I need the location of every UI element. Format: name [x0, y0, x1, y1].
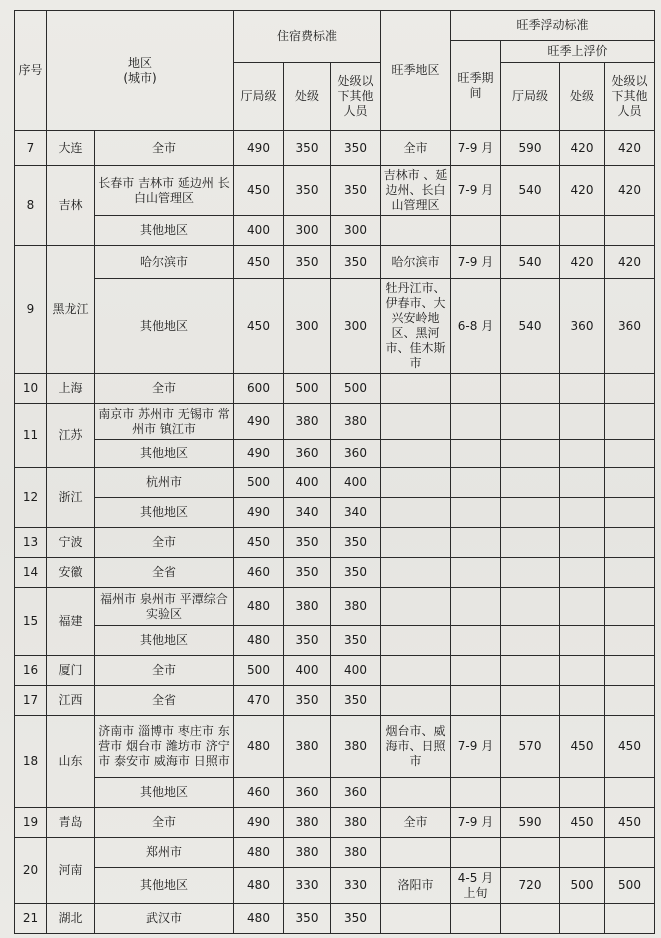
peak-period-cell: [451, 904, 501, 934]
peak-region-cell: [381, 656, 451, 686]
area-cell: 全市: [95, 131, 234, 166]
rate-bureau: 500: [234, 656, 284, 686]
peak-division: [560, 588, 605, 626]
rate-below: 350: [331, 246, 381, 279]
peak-region-cell: 哈尔滨市: [381, 246, 451, 279]
row-number: 9: [15, 246, 47, 374]
header-region-label: 地区: [127, 55, 152, 70]
province-cell: 上海: [47, 374, 95, 404]
rate-bureau: 450: [234, 279, 284, 374]
rate-below: 300: [331, 216, 381, 246]
province-cell: 福建: [47, 588, 95, 656]
row-number: 7: [15, 131, 47, 166]
table-row: [15, 588, 655, 626]
rate-bureau: 470: [234, 686, 284, 716]
province-cell: 宁波: [47, 528, 95, 558]
row-number: 15: [15, 588, 47, 656]
peak-region-cell: [381, 904, 451, 934]
peak-region-cell: 吉林市 、延边州、长白山管理区: [381, 166, 451, 216]
lodging-standard-table: [14, 10, 655, 934]
peak-region-cell: 烟台市、威海市、日照市: [381, 716, 451, 778]
row-number: 13: [15, 528, 47, 558]
area-cell: 全市: [95, 808, 234, 838]
rate-division: 330: [284, 868, 331, 904]
table-row: [15, 246, 655, 279]
rate-division: 380: [284, 838, 331, 868]
rate-division: 360: [284, 778, 331, 808]
peak-below: 420: [605, 166, 655, 216]
row-number: 17: [15, 686, 47, 716]
area-cell: 全市: [95, 656, 234, 686]
rate-below: 360: [331, 778, 381, 808]
peak-period-cell: [451, 498, 501, 528]
rate-below: 330: [331, 868, 381, 904]
peak-below: 360: [605, 279, 655, 374]
peak-region-cell: 全市: [381, 131, 451, 166]
peak-region-cell: [381, 374, 451, 404]
area-cell: 其他地区: [95, 868, 234, 904]
peak-period-cell: [451, 404, 501, 440]
table-row: [15, 131, 655, 166]
peak-division: 420: [560, 246, 605, 279]
row-number: 12: [15, 468, 47, 528]
peak-bureau: [501, 216, 560, 246]
rate-bureau: 480: [234, 716, 284, 778]
peak-region-cell: [381, 468, 451, 498]
area-cell: 全省: [95, 558, 234, 588]
table-row: [15, 838, 655, 868]
peak-bureau: [501, 468, 560, 498]
rate-division: 300: [284, 216, 331, 246]
rate-below: 350: [331, 626, 381, 656]
rate-division: 380: [284, 588, 331, 626]
peak-division: [560, 626, 605, 656]
row-number: 19: [15, 808, 47, 838]
peak-period-cell: [451, 686, 501, 716]
table-row: [15, 558, 655, 588]
rate-below: 500: [331, 374, 381, 404]
area-cell: 其他地区: [95, 216, 234, 246]
peak-period-cell: [451, 468, 501, 498]
rate-division: 350: [284, 131, 331, 166]
peak-region-cell: [381, 440, 451, 468]
rate-bureau: 500: [234, 468, 284, 498]
peak-period-cell: [451, 374, 501, 404]
peak-bureau: 590: [501, 131, 560, 166]
rate-below: 380: [331, 716, 381, 778]
rate-division: 350: [284, 626, 331, 656]
peak-bureau: [501, 498, 560, 528]
peak-bureau: [501, 558, 560, 588]
table-row: [15, 166, 655, 216]
province-cell: 青岛: [47, 808, 95, 838]
peak-period-cell: [451, 778, 501, 808]
peak-period-cell: [451, 528, 501, 558]
rate-bureau: 490: [234, 404, 284, 440]
peak-below: [605, 626, 655, 656]
peak-region-cell: [381, 838, 451, 868]
row-number: 14: [15, 558, 47, 588]
rate-below: 400: [331, 656, 381, 686]
row-number: 20: [15, 838, 47, 904]
row-number: 10: [15, 374, 47, 404]
header-peak-division: 处级: [560, 63, 605, 131]
row-number: 21: [15, 904, 47, 934]
peak-division: [560, 374, 605, 404]
peak-bureau: [501, 686, 560, 716]
peak-region-cell: 洛阳市: [381, 868, 451, 904]
peak-below: [605, 216, 655, 246]
row-number: 8: [15, 166, 47, 246]
peak-period-cell: 7-9 月: [451, 131, 501, 166]
rate-division: 340: [284, 498, 331, 528]
rate-division: 380: [284, 716, 331, 778]
area-cell: 其他地区: [95, 778, 234, 808]
peak-below: [605, 778, 655, 808]
rate-division: 360: [284, 440, 331, 468]
province-cell: 河南: [47, 838, 95, 904]
header-peak-below: 处级以下其他人员: [605, 63, 655, 131]
peak-division: [560, 528, 605, 558]
rate-below: 350: [331, 558, 381, 588]
rate-bureau: 400: [234, 216, 284, 246]
peak-division: 500: [560, 868, 605, 904]
rate-below: 350: [331, 686, 381, 716]
peak-period-cell: [451, 216, 501, 246]
rate-division: 380: [284, 808, 331, 838]
peak-bureau: [501, 588, 560, 626]
province-cell: 江苏: [47, 404, 95, 468]
table-row: [15, 404, 655, 440]
peak-region-cell: [381, 626, 451, 656]
header-peak-float: 旺季浮动标准: [451, 11, 655, 41]
peak-region-cell: [381, 528, 451, 558]
peak-period-cell: [451, 626, 501, 656]
table-row: [15, 374, 655, 404]
province-cell: 浙江: [47, 468, 95, 528]
peak-period-cell: 7-9 月: [451, 246, 501, 279]
rate-bureau: 490: [234, 131, 284, 166]
peak-period-cell: 7-9 月: [451, 808, 501, 838]
province-cell: 黑龙江: [47, 246, 95, 374]
peak-period-cell: [451, 440, 501, 468]
peak-region-cell: [381, 558, 451, 588]
rate-bureau: 490: [234, 498, 284, 528]
peak-bureau: 570: [501, 716, 560, 778]
header-peak-period: 旺季期间: [451, 41, 501, 131]
table-row: [15, 808, 655, 838]
area-cell: 哈尔滨市: [95, 246, 234, 279]
peak-below: [605, 656, 655, 686]
header-region: [47, 11, 234, 131]
area-cell: 长春市 吉林市 延边州 长白山管理区: [95, 166, 234, 216]
table-row: [15, 686, 655, 716]
table-row: [15, 498, 655, 528]
rate-below: 350: [331, 528, 381, 558]
rate-division: 350: [284, 686, 331, 716]
rate-below: 380: [331, 588, 381, 626]
peak-region-cell: [381, 686, 451, 716]
rate-division: 350: [284, 904, 331, 934]
header-bureau: 厅局级: [234, 63, 284, 131]
peak-below: [605, 498, 655, 528]
peak-division: [560, 558, 605, 588]
peak-region-cell: 全市: [381, 808, 451, 838]
table-row: [15, 656, 655, 686]
table-row: [15, 279, 655, 374]
rate-below: 360: [331, 440, 381, 468]
peak-period-cell: [451, 588, 501, 626]
rate-bureau: 450: [234, 166, 284, 216]
header-peak-bureau: 厅局级: [501, 63, 560, 131]
peak-division: [560, 778, 605, 808]
header-lodging: 住宿费标准: [234, 11, 381, 63]
table-row: [15, 868, 655, 904]
header-division: 处级: [284, 63, 331, 131]
header-peak-price: 旺季上浮价: [501, 41, 655, 63]
peak-division: [560, 656, 605, 686]
peak-division: 420: [560, 131, 605, 166]
area-cell: 济南市 淄博市 枣庄市 东营市 烟台市 潍坊市 济宁市 泰安市 威海市 日照市: [95, 716, 234, 778]
table-row: [15, 528, 655, 558]
province-cell: 江西: [47, 686, 95, 716]
rate-bureau: 480: [234, 868, 284, 904]
peak-division: [560, 404, 605, 440]
rate-bureau: 480: [234, 904, 284, 934]
area-cell: 其他地区: [95, 498, 234, 528]
rate-division: 400: [284, 656, 331, 686]
peak-period-cell: 6-8 月: [451, 279, 501, 374]
peak-region-cell: [381, 216, 451, 246]
peak-below: [605, 374, 655, 404]
table-row: [15, 778, 655, 808]
rate-division: 500: [284, 374, 331, 404]
header-region-sub: (城市): [123, 70, 157, 85]
rate-below: 380: [331, 404, 381, 440]
peak-bureau: [501, 778, 560, 808]
row-number: 16: [15, 656, 47, 686]
peak-division: [560, 686, 605, 716]
rate-bureau: 450: [234, 528, 284, 558]
peak-region-cell: [381, 404, 451, 440]
peak-region-cell: [381, 588, 451, 626]
area-cell: 福州市 泉州市 平潭综合实验区: [95, 588, 234, 626]
rate-below: 350: [331, 904, 381, 934]
peak-bureau: 540: [501, 166, 560, 216]
peak-bureau: [501, 904, 560, 934]
peak-bureau: [501, 838, 560, 868]
rate-bureau: 480: [234, 626, 284, 656]
row-number: 11: [15, 404, 47, 468]
peak-period-cell: [451, 838, 501, 868]
rate-division: 350: [284, 528, 331, 558]
rate-division: 400: [284, 468, 331, 498]
peak-division: 360: [560, 279, 605, 374]
rate-below: 340: [331, 498, 381, 528]
peak-division: [560, 216, 605, 246]
rate-bureau: 460: [234, 778, 284, 808]
table-row: [15, 440, 655, 468]
peak-period-cell: 7-9 月: [451, 166, 501, 216]
area-cell: 武汉市: [95, 904, 234, 934]
rate-bureau: 460: [234, 558, 284, 588]
rate-below: 300: [331, 279, 381, 374]
peak-bureau: [501, 528, 560, 558]
peak-below: [605, 686, 655, 716]
area-cell: 其他地区: [95, 440, 234, 468]
peak-below: [605, 468, 655, 498]
peak-division: [560, 468, 605, 498]
rate-bureau: 450: [234, 246, 284, 279]
peak-below: [605, 904, 655, 934]
rate-division: 350: [284, 558, 331, 588]
province-cell: 山东: [47, 716, 95, 808]
peak-bureau: 540: [501, 246, 560, 279]
area-cell: 杭州市: [95, 468, 234, 498]
table-row: [15, 716, 655, 778]
table-row: [15, 216, 655, 246]
header-seq: 序号: [15, 11, 47, 131]
rate-division: 350: [284, 246, 331, 279]
peak-below: 450: [605, 808, 655, 838]
peak-bureau: 540: [501, 279, 560, 374]
rate-below: 380: [331, 808, 381, 838]
area-cell: 其他地区: [95, 279, 234, 374]
peak-division: 450: [560, 808, 605, 838]
rate-division: 380: [284, 404, 331, 440]
area-cell: 其他地区: [95, 626, 234, 656]
rate-bureau: 480: [234, 588, 284, 626]
table-row: [15, 468, 655, 498]
area-cell: 全市: [95, 528, 234, 558]
peak-below: [605, 528, 655, 558]
peak-below: 450: [605, 716, 655, 778]
table-row: [15, 626, 655, 656]
area-cell: 南京市 苏州市 无锡市 常州市 镇江市: [95, 404, 234, 440]
area-cell: 全市: [95, 374, 234, 404]
rate-below: 350: [331, 166, 381, 216]
rate-below: 400: [331, 468, 381, 498]
peak-division: 450: [560, 716, 605, 778]
peak-below: 420: [605, 246, 655, 279]
table-row: [15, 904, 655, 934]
peak-period-cell: [451, 656, 501, 686]
area-cell: 全省: [95, 686, 234, 716]
header-peak-region: 旺季地区: [381, 11, 451, 131]
peak-division: [560, 440, 605, 468]
peak-below: [605, 440, 655, 468]
rate-division: 350: [284, 166, 331, 216]
rate-bureau: 600: [234, 374, 284, 404]
peak-division: 420: [560, 166, 605, 216]
rate-bureau: 480: [234, 838, 284, 868]
peak-bureau: [501, 404, 560, 440]
peak-below: [605, 838, 655, 868]
header-below: 处级以下其他人员: [331, 63, 381, 131]
province-cell: 湖北: [47, 904, 95, 934]
rate-division: 300: [284, 279, 331, 374]
peak-below: [605, 588, 655, 626]
peak-region-cell: [381, 498, 451, 528]
peak-region-cell: 牡丹江市、伊春市、大兴安岭地区、黑河市、佳木斯市: [381, 279, 451, 374]
peak-period-cell: [451, 558, 501, 588]
peak-bureau: [501, 656, 560, 686]
peak-division: [560, 498, 605, 528]
peak-period-cell: 4-5 月上旬: [451, 868, 501, 904]
province-cell: 吉林: [47, 166, 95, 246]
province-cell: 安徽: [47, 558, 95, 588]
area-cell: 郑州市: [95, 838, 234, 868]
peak-bureau: 590: [501, 808, 560, 838]
peak-below: 500: [605, 868, 655, 904]
peak-below: 420: [605, 131, 655, 166]
rate-below: 350: [331, 131, 381, 166]
peak-bureau: [501, 626, 560, 656]
peak-period-cell: 7-9 月: [451, 716, 501, 778]
peak-below: [605, 404, 655, 440]
peak-bureau: 720: [501, 868, 560, 904]
peak-bureau: [501, 374, 560, 404]
row-number: 18: [15, 716, 47, 808]
peak-region-cell: [381, 778, 451, 808]
province-cell: 厦门: [47, 656, 95, 686]
rate-bureau: 490: [234, 440, 284, 468]
peak-division: [560, 904, 605, 934]
peak-division: [560, 838, 605, 868]
rate-below: 380: [331, 838, 381, 868]
peak-below: [605, 558, 655, 588]
rate-bureau: 490: [234, 808, 284, 838]
province-cell: 大连: [47, 131, 95, 166]
peak-bureau: [501, 440, 560, 468]
